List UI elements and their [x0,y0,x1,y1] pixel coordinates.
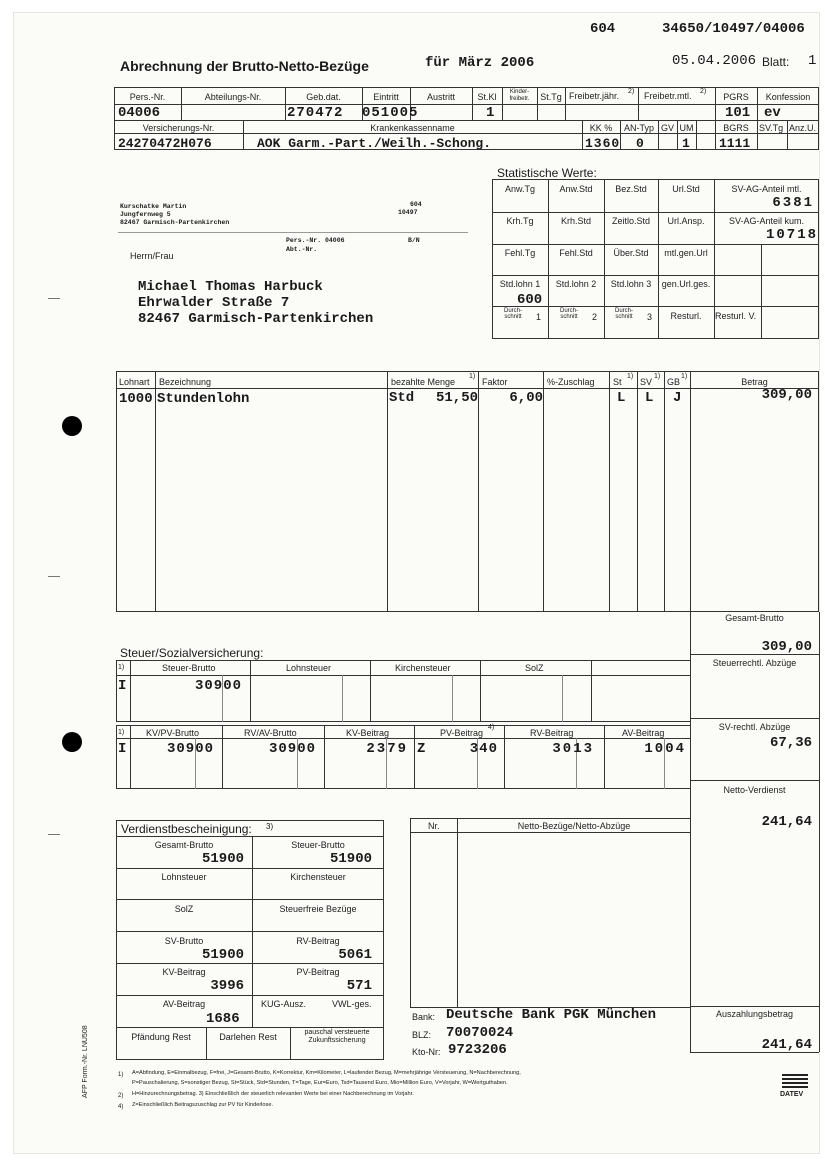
col-menge: bezahlte Menge [391,377,456,387]
footnote-1a: A=Abfindung, E=Einmalbezug, F=frei, J=Gesamt-Brutto, K=Korrektur, Km=Kilometer, L=laufender Bezug, M=mehrjährige Versteuerung, N=Nachberechnung, [132,1070,521,1076]
vers-label: Versicherungs-Nr. [142,123,215,133]
stat-label: Krh.Tg [506,216,534,226]
wage-lohnart: 1000 [119,391,153,407]
kk-label: Krankenkassenname [370,123,455,133]
sv-av-value: 1004 [644,741,686,757]
sv-rvav-label: RV/AV-Brutto [244,728,297,738]
stat-label: Durch-schnitt [503,308,522,320]
col-st: St [613,377,622,387]
annual-label: VWL-ges. [332,999,372,1009]
abt-nr-line: Abt.-Nr. [286,246,318,253]
annual-label: SolZ [174,904,194,914]
stat-label: Std.lohn 2 [555,279,597,289]
antyp-label: AN-Typ [623,123,654,133]
annual-label: pauschal versteuerte Zukunftssicherung [304,1029,370,1044]
sv-rvav-value: 30900 [268,741,316,757]
sender-street: Jungfernweg 5 [120,211,171,218]
netto-label: Netto-Verdienst [723,785,786,795]
stat-label: Fehl.Tg [504,248,536,258]
footnote-ref: 1) [118,664,125,671]
kto-value: 9723206 [448,1042,507,1058]
tax-kirchensteuer-label: Kirchensteuer [395,663,451,673]
abteilung-label: Abteilungs-Nr. [204,92,262,102]
wage-st: L [617,390,626,406]
blz-value: 70070024 [446,1025,514,1041]
blz-label: BLZ: [412,1030,432,1040]
sv-pv-value: 340 [469,741,498,757]
annual-label: KUG-Ausz. [261,999,307,1009]
sv-abzuege-label: SV-rechtl. Abzüge [718,722,791,732]
stat-label: SV-AG-Anteil mtl. [731,184,802,194]
footnote-ref: 2) [628,88,635,95]
sv-kv-label: KV-Beitrag [346,728,390,738]
bn-code: B/N [408,237,420,244]
fb-mtl-label: Freibetr.mtl. [644,91,692,101]
bgrs-label: BGRS [723,123,749,133]
netto-abzuege-title: Netto-Bezüge/Netto-Abzüge [517,821,631,831]
footnote-ref: 2) [700,88,707,95]
fold-mark [48,576,60,577]
annual-label: Steuerfreie Bezüge [279,904,357,914]
bgrs-value: 1111 [719,136,751,151]
netto-nr-label: Nr. [428,821,440,831]
gebdat-label: Geb.dat. [306,92,341,102]
sv-abzuege-value: 67,36 [769,735,812,751]
eintritt-label: Eintritt [373,92,399,102]
annual-av: 1686 [206,1011,240,1027]
annual-label: Gesamt-Brutto [154,840,214,850]
pgrs-value: 101 [725,105,751,121]
footnote-ref: 1) [118,729,125,736]
sheet-label: Blatt: [762,55,790,69]
punch-hole [62,732,82,752]
footnote-4: Z=Einschließlich Beitragszuschlag zur PV für Kinderlose. [132,1102,273,1108]
kk-value: AOK Garm.-Part./Weilh.-Schong. [257,136,492,151]
stat-label: Anw.Std [559,184,593,194]
fold-mark [48,834,60,835]
sv-rv-value: 3013 [552,741,594,757]
recipient-street: Ehrwalder Straße 7 [138,295,290,311]
annual-steuer-brutto: 51900 [329,851,372,867]
stat-label: Fehl.Std [559,248,593,258]
datev-logo-text: DATEV [780,1091,804,1098]
stat-label: Durch-schnitt [559,308,578,320]
gebdat-value: 270472 [287,105,344,121]
svtg-label: SV.Tg [759,123,784,133]
vers-value: 24270472H076 [118,136,212,151]
stat-label: mtl.gen.Url [664,248,708,258]
footnote-num: 4) [118,1104,124,1110]
footnote-ref: 1) [654,373,661,380]
tax-lohnsteuer-label: Lohnsteuer [286,663,332,673]
antyp-value: 0 [636,136,644,151]
bank-name: Deutsche Bank PGK München [446,1007,657,1023]
header-code: 604 [590,21,616,37]
wage-gb: J [673,390,682,406]
period: für März 2006 [425,55,535,71]
um-label: UM [679,123,694,133]
sheet-number: 1 [808,53,817,69]
stat-label: Über.Std [613,248,649,258]
wage-unit: Std [389,390,415,406]
sv-kvpv-value: 30900 [166,741,214,757]
annual-label: Lohnsteuer [161,872,207,882]
wage-bezeichnung: Stundenlohn [157,391,250,407]
sender-code: 604 [410,201,422,208]
netto-abzuege-box [410,818,691,1008]
wage-menge: 51,50 [435,390,478,406]
kinder-label: Kinder-freibetr. [509,89,530,102]
tax-steuer-brutto-value: 30900 [194,678,242,694]
sv-kvpv-label: KV/PV-Brutto [146,728,200,738]
stat-label: Std.lohn 1 [499,279,541,289]
pers-nr-line: Pers.-Nr. 04006 [286,237,345,244]
gesamt-brutto-label: Gesamt-Brutto [725,613,784,623]
wage-betrag: 309,00 [761,387,812,403]
pgrs-label: PGRS [723,92,749,102]
footnote-num: 2) [118,1093,124,1099]
annual-sv-brutto: 51900 [201,947,244,963]
sv-ag-kum-value: 10718 [765,227,818,243]
col-faktor: Faktor [482,377,508,387]
salutation: Herrn/Frau [130,251,174,261]
header-reference: 34650/10497/04006 [662,21,805,37]
stat-label: Resturl. V. [715,311,757,321]
punch-hole [62,416,82,436]
austritt-label: Austritt [426,92,455,102]
sender-name: Kurschatke Martin [120,203,187,210]
col-sv: SV [640,377,653,387]
tax-steuer-brutto-label: Steuer-Brutto [162,663,216,673]
sv-kv-value: 2379 [366,741,408,757]
annual-rv: 5061 [338,947,372,963]
recipient-city: 82467 Garmisch-Partenkirchen [138,311,374,327]
stat-label: Anw.Tg [504,184,535,194]
eintritt-value: 051005 [362,105,419,121]
col-bezeichnung: Bezeichnung [159,377,212,387]
kkproz-label: KK % [589,123,613,133]
annual-label: Steuer-Brutto [291,840,345,850]
stat-label: Std.lohn 3 [610,279,652,289]
sv-pv-label: PV-Beitrag [440,728,484,738]
annual-label: Pfändung Rest [131,1032,191,1042]
stat-label: 2 [592,312,598,322]
annual-label: RV-Beitrag [296,936,340,946]
sv-pv-marker: Z [417,741,426,757]
stat-label: Krh.Std [560,216,591,226]
wage-sv: L [645,390,654,406]
recipient-name: Michael Thomas Harbuck [138,279,323,295]
form-number: AFP Form.-Nr. LNU508 [82,1025,89,1098]
annual-label: SV-Brutto [164,936,204,946]
pers-nr-value: 04006 [118,105,161,121]
stat-label: 3 [647,312,653,322]
annual-kv: 3996 [210,978,244,994]
stkl-value: 1 [486,105,495,121]
konfession-value: ev [764,105,781,121]
sender-city: 82467 Garmisch-Partenkirchen [120,219,230,226]
date: 05.04.2006 [672,53,757,69]
footnote-ref: 1) [681,373,688,380]
footnote-ref: 1) [627,373,634,380]
wage-table [116,371,819,612]
col-lohnart: Lohnart [119,377,150,387]
sv-av-label: AV-Beitrag [622,728,665,738]
stat-label: Durch-schnitt [614,308,633,320]
footnote-1b: P=Pauschalierung, S=sonstiger Bezug, St=Stück, Std=Stunden, T=Tage, Eur=Euro, Tsd=Tausend Euro, Mio=Million Euro, V=Vorjahr, W=Wertguthaben. [132,1080,508,1086]
annual-label: Darlehen Rest [219,1032,277,1042]
annual-title: Verdienstbescheinigung: [121,822,252,836]
col-gb: GB [667,377,681,387]
stat-label: Url.Ansp. [667,216,705,226]
footnote-2: H=Hinzurechnungsbetrag. 3) Einschließlich der steuerlich relevanten Werte bei einer Nachberechnung im Vorjahr. [132,1091,414,1097]
gv-label: GV [660,123,674,133]
fold-mark [48,298,60,299]
bank-label: Bank: [412,1012,436,1022]
annual-label: KV-Beitrag [162,967,206,977]
sv-rv-label: RV-Beitrag [530,728,574,738]
stkl-label: St.Kl [477,92,497,102]
payout-label: Auszahlungsbetrag [715,1009,794,1019]
footnote-num: 1) [118,1072,124,1078]
stat-label: 1 [536,312,542,322]
netto-value: 241,64 [761,814,812,830]
col-betrag: Betrag [741,377,768,387]
tax-solz-label: SolZ [525,663,544,673]
annual-label: Kirchensteuer [290,872,346,882]
stat-label: SV-AG-Anteil kum. [728,216,805,226]
sv-indicator: I [118,741,127,757]
payout-value: 241,64 [761,1037,812,1053]
wage-faktor: 6,00 [509,390,543,406]
sv-ag-mtl-value: 6381 [772,195,814,211]
col-zuschlag: %-Zuschlag [547,377,595,387]
stat-label: Url.Std [672,184,700,194]
annual-gesamt-brutto: 51900 [201,851,244,867]
footnote-ref: 3) [266,822,274,831]
annual-label: AV-Beitrag [162,999,206,1009]
stat-label: Bez.Std [615,184,647,194]
footnote-ref: 4) [488,724,495,731]
stat-label: Zeitlo.Std [611,216,651,226]
kto-label: Kto-Nr: [412,1047,441,1057]
stat-label: gen.Url.ges. [661,279,711,289]
stat-label: Resturl. [670,311,702,321]
sttg-label: St.Tg [540,92,562,102]
fb-jahr-label: Freibetr.jähr. [569,91,620,101]
anzu-label: Anz.U. [789,123,817,133]
tax-indicator: I [118,678,127,694]
annual-pv: 571 [346,978,372,994]
datev-logo-icon [782,1074,808,1088]
annual-label: PV-Beitrag [296,967,340,977]
page-title: Abrechnung der Brutto-Netto-Bezüge [120,58,369,74]
sender-number: 10497 [398,209,418,216]
um-value: 1 [682,136,690,151]
stdlohn1-value: 600 [517,292,543,308]
steuer-abzuege-label: Steuerrechtl. Abzüge [712,658,797,668]
gesamt-brutto-value: 309,00 [761,639,812,655]
stats-title: Statistische Werte: [497,166,597,180]
konfession-label: Konfession [765,92,811,102]
footnote-ref: 1) [469,373,476,380]
pers-nr-label: Pers.-Nr. [129,92,166,102]
tax-section-title: Steuer/Sozialversicherung: [120,646,264,660]
kkproz-value: 1360 [585,136,621,151]
